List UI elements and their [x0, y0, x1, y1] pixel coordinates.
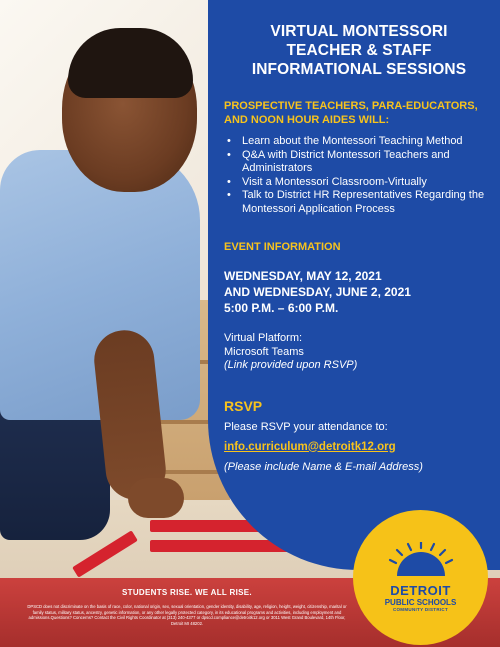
rsvp-email-link[interactable]: info.curriculum@detroitk12.org — [224, 440, 396, 453]
logo-subtitle: PUBLIC SCHOOLS — [384, 598, 457, 607]
audience-heading: PROSPECTIVE TEACHERS, PARA-EDUCATORS, AND NOON HOUR AIDES WILL: — [224, 100, 478, 126]
platform-label: Virtual Platform: — [224, 332, 303, 344]
sunrise-icon — [387, 542, 455, 578]
list-item: • Q&A with District Montessori Teachers and Administrators — [227, 148, 450, 174]
platform-note: (Link provided upon RSVP) — [224, 359, 358, 371]
audience-list — [224, 135, 494, 216]
title-line: INFORMATIONAL SESSIONS — [251, 61, 467, 78]
bullet-icon: • — [227, 189, 231, 201]
event-date-2: AND WEDNESDAY, JUNE 2, 2021 — [224, 285, 411, 299]
event-time: 5:00 P.M. – 6:00 P.M. — [224, 301, 339, 315]
footer-disclaimer: DPSCD does not discriminate on the basis of race, color, national origin, sex, sexual orientation, gender identity, disability, age, religion, height, weight, citizenship, marital or family status, military status, ancestry, genetic information, or any other legally protected category, in its educational programs and activities, including employment and admissions.Questions? Concerns? Contact the Civil Rights Coordinator at (313) 240-4377 or dpscd.compliance@detroitk12.org or 3011 West Grand Boulevard, 14th Floor, Detroit MI 48202. — [27, 604, 347, 626]
logo-tagline: COMMUNITY DISTRICT — [392, 607, 449, 612]
list-item: • Talk to District HR Representatives Regarding the Montessori Application Process — [227, 189, 485, 215]
title-line: TEACHER & STAFF — [286, 42, 432, 59]
footer-tagline: STUDENTS RISE. WE ALL RISE. — [122, 588, 252, 597]
platform-name: Microsoft Teams — [224, 345, 304, 358]
rsvp-note: (Please include Name & E-mail Address) — [224, 460, 423, 473]
district-logo — [353, 510, 488, 645]
rsvp-heading: RSVP — [224, 397, 263, 414]
info-panel-content — [224, 22, 494, 474]
event-heading: EVENT INFORMATION — [224, 241, 341, 253]
page-title — [224, 22, 494, 79]
event-dates — [224, 268, 494, 316]
bullet-icon: • — [227, 148, 231, 161]
list-item: • Learn about the Montessori Teaching Method — [227, 135, 463, 147]
photo-child-hand — [128, 478, 184, 518]
list-item: • Visit a Montessori Classroom-Virtually — [227, 175, 427, 188]
info-panel — [208, 0, 500, 570]
logo-title: DETROIT — [390, 583, 451, 598]
event-date-1: WEDNESDAY, MAY 12, 2021 — [224, 269, 382, 283]
bullet-icon: • — [227, 175, 231, 188]
title-line: VIRTUAL MONTESSORI — [270, 23, 448, 40]
platform-info — [224, 332, 494, 373]
bullet-icon: • — [227, 135, 231, 147]
rsvp-text: Please RSVP your attendance to: — [224, 420, 388, 433]
